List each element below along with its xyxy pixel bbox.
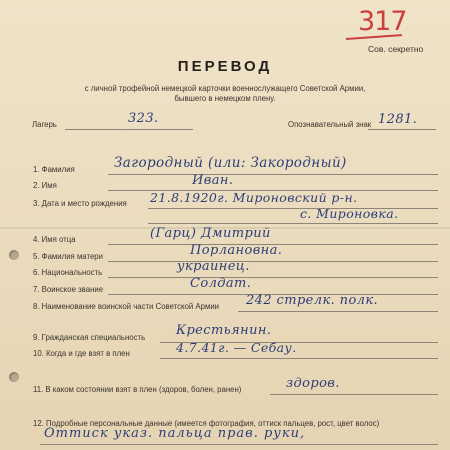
id-mark-underline (368, 129, 436, 130)
personal-data-underline (40, 444, 438, 445)
unit-underline (238, 311, 438, 312)
personal-data-value: Оттиск указ. пальца прав. руки, (44, 426, 306, 441)
subtitle-line-1: с личной трофейной немецкой карточки военнослужащего Советской Армии, (84, 84, 366, 93)
first-name-label: 2. Имя (33, 181, 57, 190)
archive-number: 317 (358, 6, 407, 37)
surname-underline (108, 174, 438, 175)
birth-value: 21.8.1920г. Мироновский р-н. (150, 190, 358, 205)
camp-value: 323. (128, 111, 159, 126)
id-mark-value: 1281. (378, 112, 418, 127)
birth-underline-2 (148, 223, 438, 224)
nationality-underline (108, 277, 438, 278)
civil-specialty-value: Крестьянин. (176, 323, 272, 338)
camp-underline (65, 129, 193, 130)
nationality-value: украинец. (177, 259, 250, 274)
mother-surname-label: 5. Фамилия матери (33, 252, 103, 261)
camp-label: Лагерь (32, 120, 57, 129)
surname-value: Загородный (или: Закородный) (114, 155, 347, 171)
unit-label: 8. Наименование воинской части Советской Армии (33, 302, 220, 311)
birth-label: 3. Дата и место рождения (33, 199, 127, 208)
capture-when-where-label: 10. Когда и где взят в плен (33, 349, 130, 358)
first-name-value: Иван. (192, 173, 234, 188)
civil-specialty-label: 9. Гражданская специальность (33, 333, 146, 342)
birth-place-value: с. Мироновка. (300, 206, 399, 221)
capture-condition-underline (270, 394, 438, 395)
subtitle-line-2: бывшего в немецком плену. (174, 94, 276, 103)
capture-condition-value: здоров. (286, 376, 340, 391)
father-name-label: 4. Имя отца (33, 235, 76, 244)
nationality-label: 6. Национальность (33, 268, 103, 277)
punch-hole (9, 372, 19, 382)
capture-condition-label: 11. В каком состоянии взят в плен (здоров, болен, ранен) (33, 385, 242, 394)
punch-hole (9, 250, 19, 260)
capture-when-where-value: 4.7.41г. — Себау. (176, 340, 297, 355)
mother-surname-underline (108, 261, 438, 262)
mother-surname-value: Порлановна. (190, 243, 283, 258)
page-title: ПЕРЕВОД (177, 58, 273, 75)
capture-when-where-underline (160, 358, 438, 359)
classification-stamp: Сов. секретно (368, 44, 424, 54)
rank-label: 7. Воинское звание (33, 285, 104, 294)
unit-value: 242 стрелк. полк. (246, 293, 379, 308)
personal-data-label: 12. Подробные персональные данные (имеется фотография, оттиск пальцев, рост, цвет волос) (33, 419, 380, 428)
id-mark-label: Опознавательный знак (288, 120, 372, 129)
rank-value: Солдат. (190, 276, 252, 291)
father-name-value: (Гарц) Дмитрий (150, 226, 271, 241)
surname-label: 1. Фамилия (33, 165, 75, 174)
